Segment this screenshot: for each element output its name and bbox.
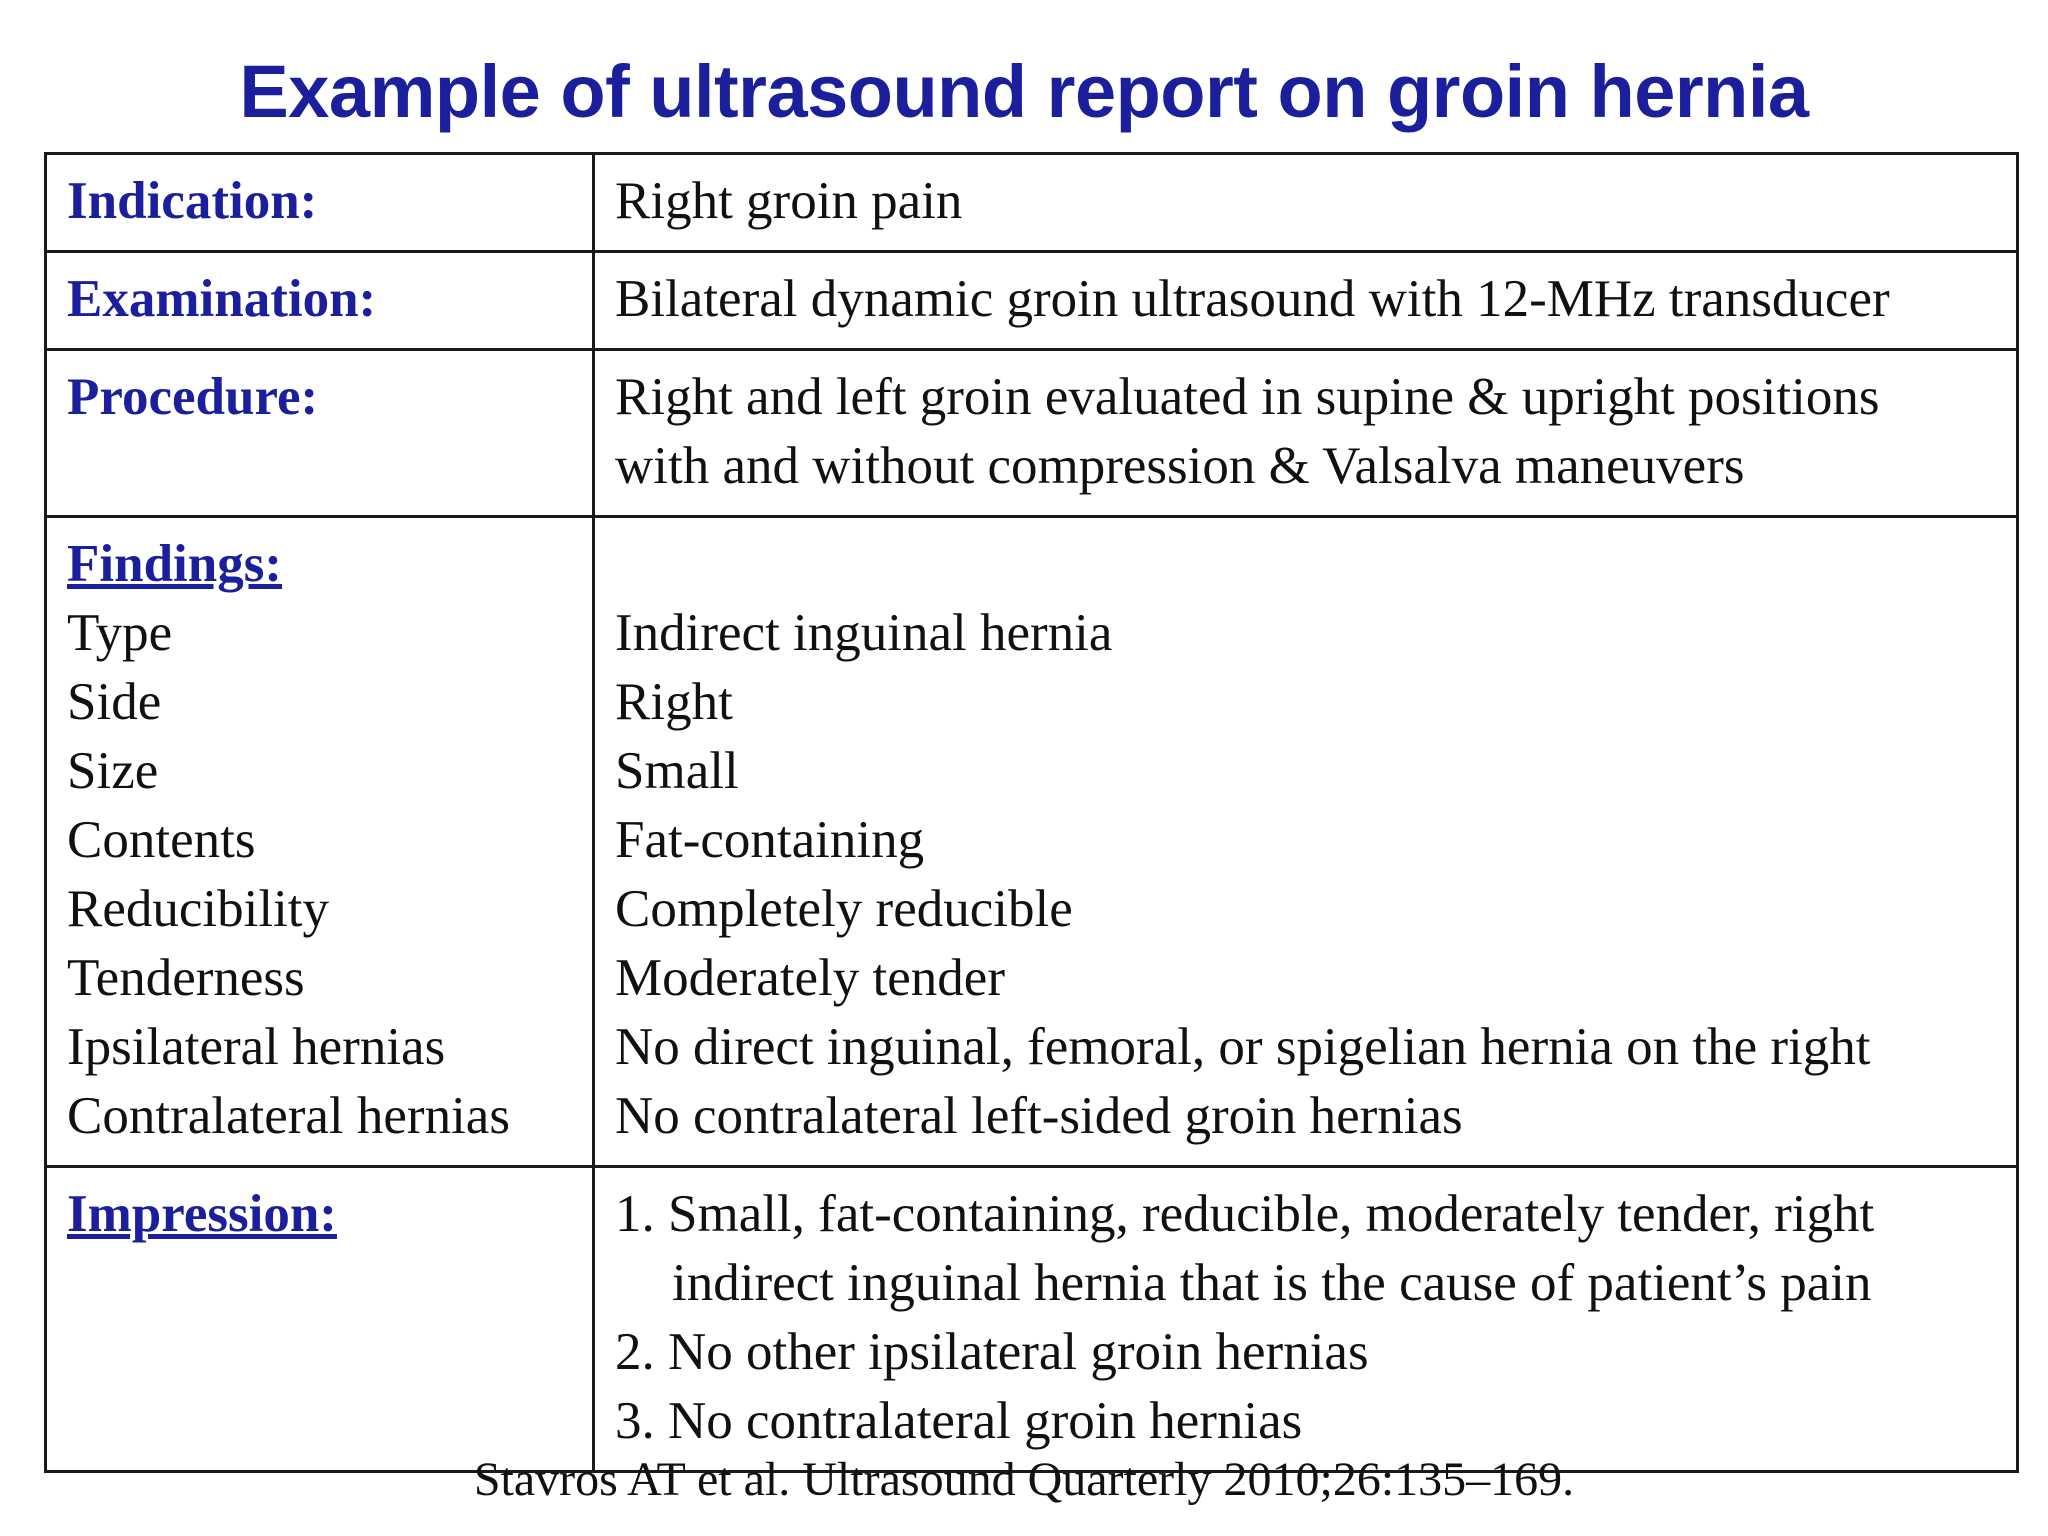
finding-key: Size [67,742,159,800]
finding-key: Side [67,673,162,731]
value-cell [594,1167,2018,1472]
value-cell [594,350,2018,517]
finding-spacer [615,530,1996,599]
value-cell [594,252,2018,350]
finding-value: Right [615,673,733,731]
label-cell [46,1167,594,1472]
procedure-line: with and without compression & Valsalva maneuvers [615,437,1745,495]
procedure-line: Right and left groin evaluated in supine & upright positions [615,368,1880,426]
finding-key: Contents [67,811,256,869]
finding-key: Ipsilateral hernias [67,1018,446,1076]
label-cell [46,517,594,1167]
indication-value: Right groin pain [615,172,963,230]
label-cell [46,154,594,252]
impression-item: 3. No contralateral groin hernias [615,1392,1303,1450]
value-cell [594,154,2018,252]
finding-value: Fat-containing [615,811,925,869]
examination-value: Bilateral dynamic groin ultrasound with 12-MHz transducer [615,270,1890,328]
finding-value: No direct inguinal, femoral, or spigelian hernia on the right [615,1018,1871,1076]
report-table [44,152,2019,1473]
finding-value: No contralateral left-sided groin hernias [615,1087,1463,1145]
impression-item: 1. Small, fat-containing, reducible, moderately tender, right indirect inguinal hernia that is the cause of patient’s pain [615,1185,1875,1312]
finding-value: Small [615,742,739,800]
finding-key: Tenderness [67,949,305,1007]
findings-label: Findings: [67,535,283,593]
finding-key: Type [67,604,173,662]
impression-label: Impression: [67,1185,337,1243]
citation: Stavros AT et al. Ultrasound Quarterly 2010;26:135–169. [473,1453,1575,1506]
row-examination [46,252,2018,350]
impression-item: 2. No other ipsilateral groin hernias [615,1323,1369,1381]
finding-key: Contralateral hernias [67,1087,510,1145]
value-cell [594,517,2018,1167]
finding-value: Indirect inguinal hernia [615,604,1113,662]
row-findings [46,517,2018,1167]
examination-label: Examination: [67,270,377,328]
finding-value: Completely reducible [615,880,1073,938]
indication-label: Indication: [67,172,318,230]
procedure-label: Procedure: [67,368,319,426]
row-impression [46,1167,2018,1472]
slide-title: Example of ultrasound report on groin hernia [239,50,1809,133]
label-cell [46,350,594,517]
finding-value: Moderately tender [615,949,1005,1007]
finding-key: Reducibility [67,880,330,938]
row-procedure [46,350,2018,517]
label-cell [46,252,594,350]
row-indication [46,154,2018,252]
